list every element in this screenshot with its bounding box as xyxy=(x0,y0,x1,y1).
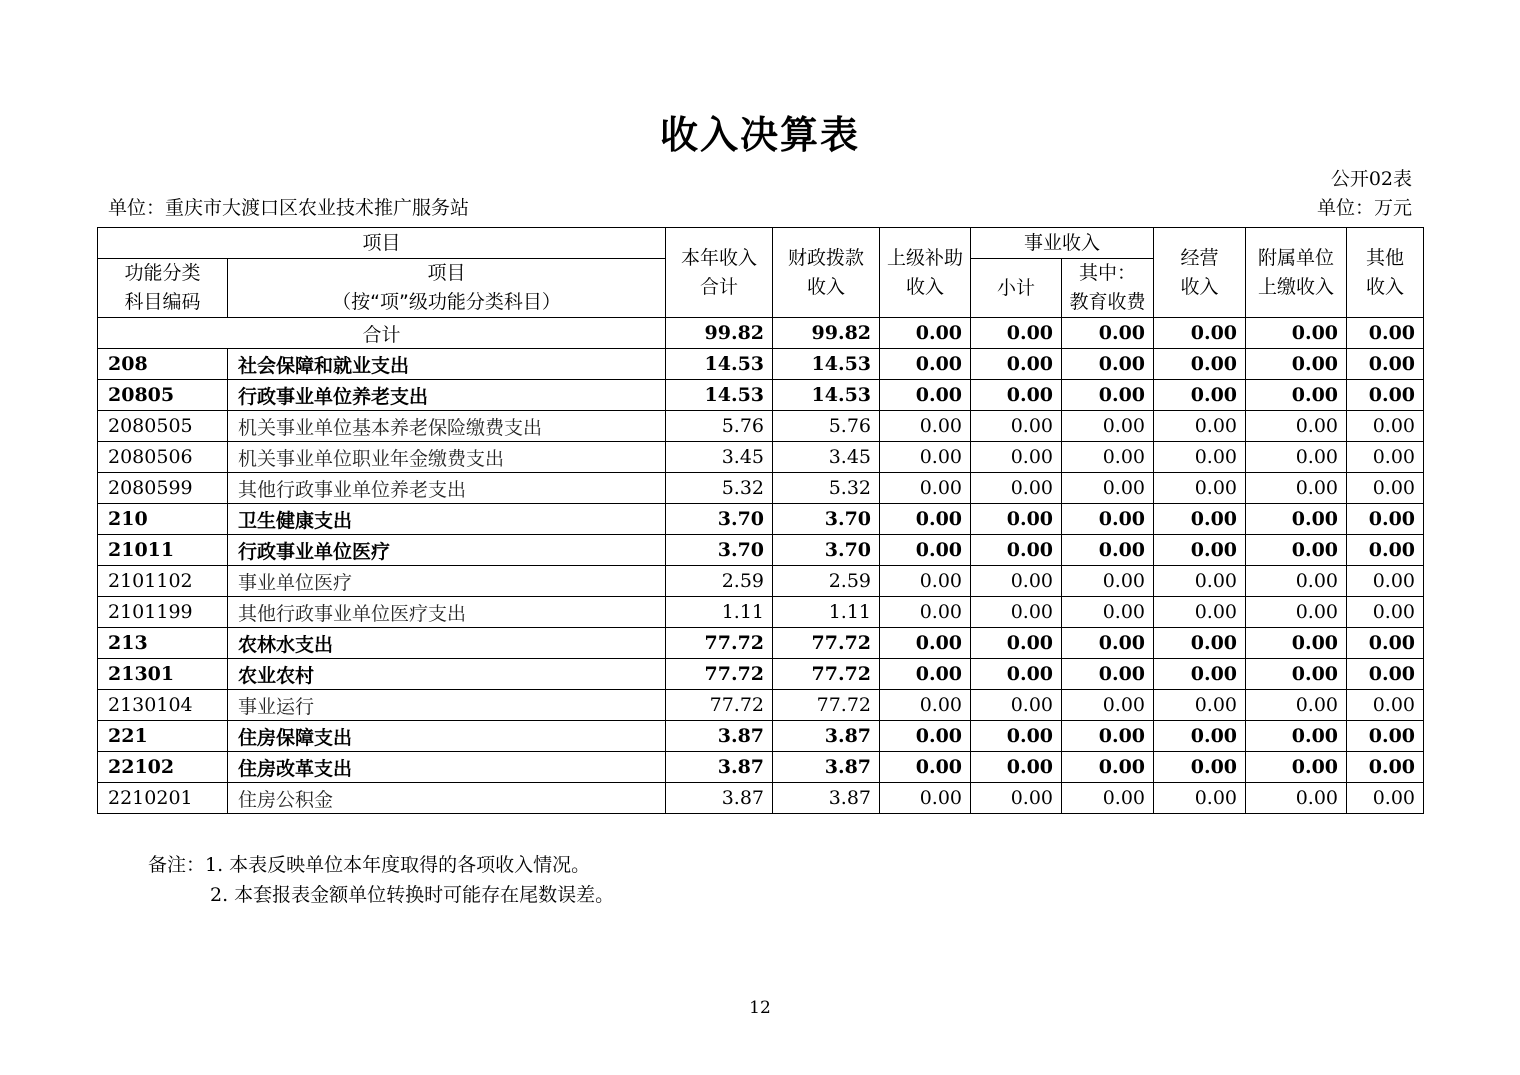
row-value: 0.00 xyxy=(880,597,971,628)
row-value: 77.72 xyxy=(773,690,880,721)
note-line-2: 2. 本套报表金额单位转换时可能存在尾数误差。 xyxy=(210,884,615,906)
row-value: 0.00 xyxy=(1154,721,1246,752)
row-value: 0.00 xyxy=(1347,628,1424,659)
header-superior-line1: 上级补助 xyxy=(887,246,964,269)
row-value: 0.00 xyxy=(880,752,971,783)
row-value: 0.00 xyxy=(971,597,1062,628)
page-number: 12 xyxy=(749,998,771,1018)
row-value: 0.00 xyxy=(971,690,1062,721)
row-value: 0.00 xyxy=(1246,721,1347,752)
table-row xyxy=(98,380,1424,411)
header-fiscal-line2: 收入 xyxy=(807,275,846,298)
row-value: 0.00 xyxy=(1154,752,1246,783)
row-code: 208 xyxy=(98,349,228,380)
row-name: 农业农村 xyxy=(228,659,666,690)
table-row xyxy=(98,628,1424,659)
row-value: 0.00 xyxy=(1062,535,1154,566)
row-value: 77.72 xyxy=(773,659,880,690)
row-value: 3.87 xyxy=(666,783,773,814)
row-value: 0.00 xyxy=(1062,783,1154,814)
row-value: 0.00 xyxy=(1062,752,1154,783)
row-value: 0.00 xyxy=(1062,411,1154,442)
header-business: 事业收入 xyxy=(971,228,1154,259)
row-value: 0.00 xyxy=(1154,690,1246,721)
currency-unit: 单位：万元 xyxy=(1316,197,1412,219)
row-value: 0.00 xyxy=(971,659,1062,690)
row-value: 3.87 xyxy=(666,721,773,752)
header-operating xyxy=(1154,228,1246,318)
row-value: 77.72 xyxy=(666,659,773,690)
row-name: 机关事业单位基本养老保险缴费支出 xyxy=(228,411,666,442)
income-table xyxy=(97,227,1424,814)
header-edu-fee xyxy=(1062,259,1154,318)
header-func-code-line1: 功能分类 xyxy=(124,262,201,284)
row-value: 0.00 xyxy=(880,473,971,504)
row-value: 0.00 xyxy=(971,628,1062,659)
total-value: 0.00 xyxy=(971,318,1062,349)
row-value: 0.00 xyxy=(1246,783,1347,814)
total-label: 合计 xyxy=(98,318,666,349)
row-code: 210 xyxy=(98,504,228,535)
header-subtotal: 小计 xyxy=(971,259,1062,318)
row-value: 3.45 xyxy=(666,442,773,473)
row-code: 21011 xyxy=(98,535,228,566)
header-fiscal xyxy=(773,228,880,318)
row-value: 3.70 xyxy=(773,504,880,535)
row-value: 0.00 xyxy=(1347,380,1424,411)
row-code: 22102 xyxy=(98,752,228,783)
row-value: 0.00 xyxy=(971,442,1062,473)
row-value: 0.00 xyxy=(1062,566,1154,597)
total-value: 0.00 xyxy=(1347,318,1424,349)
row-value: 0.00 xyxy=(1154,504,1246,535)
row-value: 0.00 xyxy=(971,349,1062,380)
organization-unit: 单位：重庆市大渡口区农业技术推广服务站 xyxy=(108,197,470,219)
row-value: 0.00 xyxy=(971,566,1062,597)
row-value: 0.00 xyxy=(880,659,971,690)
row-value: 0.00 xyxy=(1062,721,1154,752)
row-name: 事业运行 xyxy=(228,690,666,721)
row-value: 5.76 xyxy=(666,411,773,442)
row-code: 2080505 xyxy=(98,411,228,442)
row-value: 0.00 xyxy=(1246,566,1347,597)
total-value: 0.00 xyxy=(880,318,971,349)
row-value: 0.00 xyxy=(1154,659,1246,690)
row-value: 2.59 xyxy=(773,566,880,597)
header-project: 项目 xyxy=(98,228,666,259)
row-value: 0.00 xyxy=(1246,349,1347,380)
header-affiliated xyxy=(1246,228,1347,318)
row-value: 0.00 xyxy=(1347,535,1424,566)
table-row xyxy=(98,721,1424,752)
row-value: 5.76 xyxy=(773,411,880,442)
header-other-line2: 收入 xyxy=(1366,275,1405,298)
table-row xyxy=(98,504,1424,535)
total-row xyxy=(98,318,1424,349)
table-row xyxy=(98,473,1424,504)
row-value: 0.00 xyxy=(971,411,1062,442)
notes xyxy=(148,850,614,910)
row-value: 0.00 xyxy=(1062,473,1154,504)
header-item-line1: 项目 xyxy=(427,262,466,284)
row-name: 机关事业单位职业年金缴费支出 xyxy=(228,442,666,473)
row-value: 3.87 xyxy=(773,721,880,752)
row-value: 0.00 xyxy=(1347,504,1424,535)
row-value: 3.87 xyxy=(773,752,880,783)
row-name: 社会保障和就业支出 xyxy=(228,349,666,380)
row-value: 0.00 xyxy=(1062,349,1154,380)
table-row xyxy=(98,783,1424,814)
row-value: 0.00 xyxy=(1347,721,1424,752)
row-value: 1.11 xyxy=(666,597,773,628)
row-value: 0.00 xyxy=(880,783,971,814)
table-body xyxy=(98,318,1424,814)
row-value: 0.00 xyxy=(1062,504,1154,535)
document-title: 收入决算表 xyxy=(659,113,860,157)
header-superior xyxy=(880,228,971,318)
header-func-code xyxy=(98,259,228,318)
row-value: 14.53 xyxy=(666,380,773,411)
row-value: 0.00 xyxy=(880,349,971,380)
header-fiscal-line1: 财政拨款 xyxy=(788,246,865,269)
row-name: 行政事业单位医疗 xyxy=(228,535,666,566)
row-value: 0.00 xyxy=(1246,473,1347,504)
total-value: 99.82 xyxy=(666,318,773,349)
row-code: 21301 xyxy=(98,659,228,690)
row-value: 77.72 xyxy=(666,690,773,721)
header-other-line1: 其他 xyxy=(1366,246,1405,269)
row-value: 0.00 xyxy=(1347,659,1424,690)
row-value: 0.00 xyxy=(880,690,971,721)
row-value: 5.32 xyxy=(666,473,773,504)
row-value: 0.00 xyxy=(971,721,1062,752)
row-value: 14.53 xyxy=(773,380,880,411)
row-value: 3.45 xyxy=(773,442,880,473)
row-value: 0.00 xyxy=(1154,411,1246,442)
row-value: 0.00 xyxy=(1246,752,1347,783)
table-row xyxy=(98,752,1424,783)
row-value: 0.00 xyxy=(1347,690,1424,721)
header-affiliated-line2: 上缴收入 xyxy=(1258,275,1335,298)
row-value: 0.00 xyxy=(1154,473,1246,504)
total-value: 0.00 xyxy=(1154,318,1246,349)
row-value: 3.87 xyxy=(666,752,773,783)
row-code: 20805 xyxy=(98,380,228,411)
row-value: 0.00 xyxy=(1347,442,1424,473)
row-value: 0.00 xyxy=(971,504,1062,535)
row-value: 0.00 xyxy=(1246,411,1347,442)
header-edu-line2: 教育收费 xyxy=(1069,291,1146,313)
row-code: 213 xyxy=(98,628,228,659)
row-name: 农林水支出 xyxy=(228,628,666,659)
row-value: 0.00 xyxy=(1062,659,1154,690)
row-code: 2080599 xyxy=(98,473,228,504)
form-number: 公开02表 xyxy=(1330,168,1412,190)
row-value: 0.00 xyxy=(1246,628,1347,659)
row-value: 0.00 xyxy=(1347,411,1424,442)
row-value: 0.00 xyxy=(880,721,971,752)
row-name: 住房保障支出 xyxy=(228,721,666,752)
table-row xyxy=(98,535,1424,566)
row-code: 2130104 xyxy=(98,690,228,721)
row-value: 0.00 xyxy=(1154,442,1246,473)
row-name: 事业单位医疗 xyxy=(228,566,666,597)
note-line-1: 备注：1. 本表反映单位本年度取得的各项收入情况。 xyxy=(148,854,591,876)
table-row xyxy=(98,411,1424,442)
row-value: 0.00 xyxy=(1062,442,1154,473)
row-value: 0.00 xyxy=(880,380,971,411)
row-name: 行政事业单位养老支出 xyxy=(228,380,666,411)
row-value: 0.00 xyxy=(1154,628,1246,659)
row-code: 221 xyxy=(98,721,228,752)
row-value: 0.00 xyxy=(1246,597,1347,628)
row-value: 0.00 xyxy=(880,442,971,473)
table-row xyxy=(98,566,1424,597)
header-total xyxy=(666,228,773,318)
row-value: 0.00 xyxy=(880,628,971,659)
row-value: 0.00 xyxy=(880,566,971,597)
table-row xyxy=(98,442,1424,473)
row-value: 3.70 xyxy=(666,535,773,566)
row-value: 0.00 xyxy=(971,473,1062,504)
header-superior-line2: 收入 xyxy=(906,275,945,298)
row-name: 卫生健康支出 xyxy=(228,504,666,535)
row-value: 0.00 xyxy=(1154,380,1246,411)
header-total-line1: 本年收入 xyxy=(681,246,758,269)
row-code: 2080506 xyxy=(98,442,228,473)
header-item xyxy=(228,259,666,318)
header-affiliated-line1: 附属单位 xyxy=(1258,246,1335,269)
row-value: 0.00 xyxy=(1246,535,1347,566)
row-value: 0.00 xyxy=(1347,597,1424,628)
row-name: 其他行政事业单位医疗支出 xyxy=(228,597,666,628)
row-value: 1.11 xyxy=(773,597,880,628)
table-row xyxy=(98,659,1424,690)
row-value: 0.00 xyxy=(1347,752,1424,783)
total-value: 0.00 xyxy=(1246,318,1347,349)
row-value: 0.00 xyxy=(1062,690,1154,721)
row-value: 3.70 xyxy=(666,504,773,535)
header-total-line2: 合计 xyxy=(700,275,739,298)
table-row xyxy=(98,349,1424,380)
row-code: 2210201 xyxy=(98,783,228,814)
row-name: 其他行政事业单位养老支出 xyxy=(228,473,666,504)
total-value: 0.00 xyxy=(1062,318,1154,349)
table-row xyxy=(98,597,1424,628)
total-value: 99.82 xyxy=(773,318,880,349)
row-value: 77.72 xyxy=(666,628,773,659)
row-value: 0.00 xyxy=(880,411,971,442)
row-value: 14.53 xyxy=(666,349,773,380)
row-value: 0.00 xyxy=(1154,535,1246,566)
row-value: 0.00 xyxy=(1062,597,1154,628)
row-value: 0.00 xyxy=(971,783,1062,814)
table-row xyxy=(98,690,1424,721)
row-name: 住房改革支出 xyxy=(228,752,666,783)
header-item-line2: （按“项”级功能分类科目） xyxy=(332,291,561,313)
row-value: 3.87 xyxy=(773,783,880,814)
row-value: 0.00 xyxy=(1347,349,1424,380)
row-value: 0.00 xyxy=(1154,597,1246,628)
table-header xyxy=(98,228,1424,318)
row-value: 0.00 xyxy=(1347,566,1424,597)
header-operating-line1: 经营 xyxy=(1180,246,1219,269)
row-code: 2101199 xyxy=(98,597,228,628)
header-other xyxy=(1347,228,1424,318)
header-operating-line2: 收入 xyxy=(1180,275,1219,298)
row-value: 0.00 xyxy=(971,535,1062,566)
row-value: 0.00 xyxy=(880,504,971,535)
row-code: 2101102 xyxy=(98,566,228,597)
row-value: 14.53 xyxy=(773,349,880,380)
row-value: 0.00 xyxy=(971,380,1062,411)
row-value: 0.00 xyxy=(1246,504,1347,535)
row-value: 0.00 xyxy=(880,535,971,566)
row-value: 0.00 xyxy=(1347,473,1424,504)
row-value: 0.00 xyxy=(971,752,1062,783)
row-value: 0.00 xyxy=(1154,566,1246,597)
header-edu-line1: 其中： xyxy=(1079,262,1137,284)
header-func-code-line2: 科目编码 xyxy=(124,291,201,313)
row-value: 5.32 xyxy=(773,473,880,504)
row-value: 0.00 xyxy=(1347,783,1424,814)
row-value: 0.00 xyxy=(1246,690,1347,721)
row-value: 77.72 xyxy=(773,628,880,659)
row-value: 3.70 xyxy=(773,535,880,566)
row-value: 0.00 xyxy=(1246,380,1347,411)
row-value: 0.00 xyxy=(1246,659,1347,690)
row-value: 0.00 xyxy=(1246,442,1347,473)
row-value: 0.00 xyxy=(1062,628,1154,659)
row-value: 0.00 xyxy=(1062,380,1154,411)
row-value: 0.00 xyxy=(1154,783,1246,814)
row-value: 2.59 xyxy=(666,566,773,597)
row-value: 0.00 xyxy=(1154,349,1246,380)
row-name: 住房公积金 xyxy=(228,783,666,814)
